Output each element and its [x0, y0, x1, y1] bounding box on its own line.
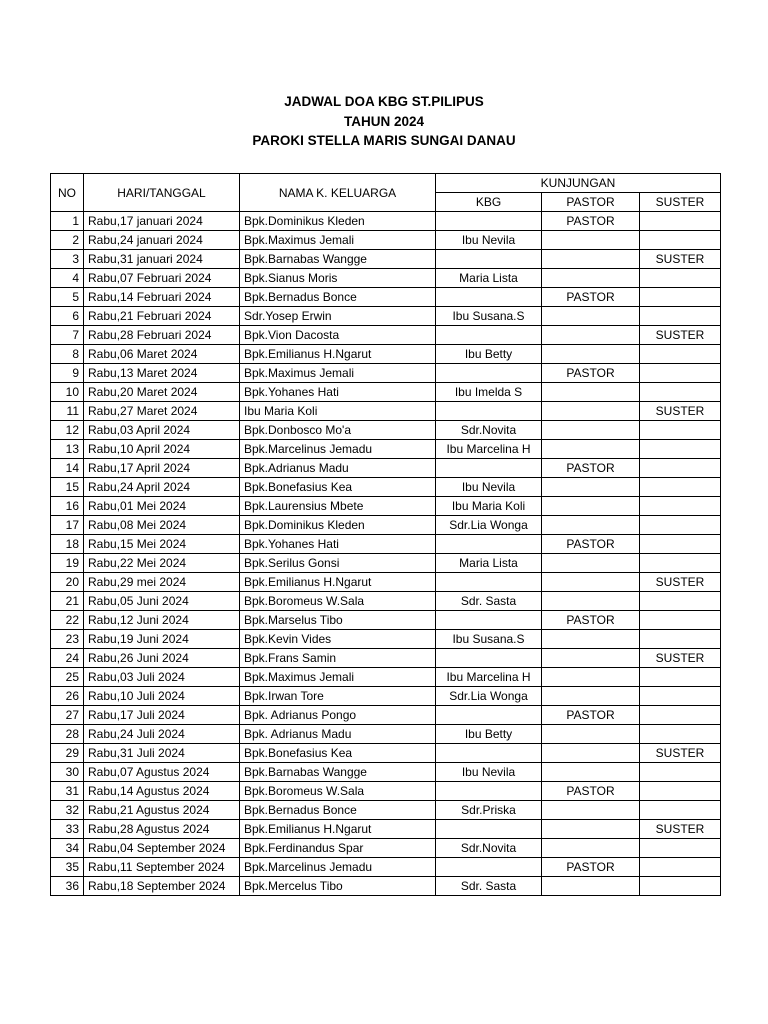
cell-family: Bpk.Barnabas Wangge — [240, 250, 436, 269]
cell-date: Rabu,14 Agustus 2024 — [84, 782, 240, 801]
cell-suster — [640, 687, 721, 706]
cell-kbg — [436, 744, 542, 763]
cell-pastor — [542, 421, 640, 440]
cell-date: Rabu,14 Februari 2024 — [84, 288, 240, 307]
cell-kbg — [436, 212, 542, 231]
cell-no: 26 — [51, 687, 84, 706]
cell-kbg: Ibu Maria Koli — [436, 497, 542, 516]
cell-pastor — [542, 630, 640, 649]
cell-kbg — [436, 535, 542, 554]
header-date: HARI/TANGGAL — [84, 174, 240, 212]
cell-family: Bpk.Kevin Vides — [240, 630, 436, 649]
cell-kbg: Sdr.Priska — [436, 801, 542, 820]
cell-pastor — [542, 592, 640, 611]
cell-pastor — [542, 725, 640, 744]
cell-pastor: PASTOR — [542, 364, 640, 383]
cell-no: 33 — [51, 820, 84, 839]
table-row — [51, 782, 721, 801]
cell-no: 32 — [51, 801, 84, 820]
cell-family: Bpk.Boromeus W.Sala — [240, 782, 436, 801]
cell-suster — [640, 554, 721, 573]
cell-no: 13 — [51, 440, 84, 459]
cell-kbg — [436, 288, 542, 307]
cell-kbg: Ibu Nevila — [436, 231, 542, 250]
cell-pastor — [542, 250, 640, 269]
cell-pastor — [542, 554, 640, 573]
cell-date: Rabu,18 September 2024 — [84, 877, 240, 896]
cell-family: Bpk.Marselus Tibo — [240, 611, 436, 630]
header-kbg: KBG — [436, 193, 542, 212]
table-row — [51, 421, 721, 440]
cell-pastor: PASTOR — [542, 858, 640, 877]
cell-suster — [640, 478, 721, 497]
cell-no: 7 — [51, 326, 84, 345]
cell-pastor — [542, 877, 640, 896]
document-title: JADWAL DOA KBG ST.PILIPUS — [284, 94, 484, 109]
cell-suster: SUSTER — [640, 744, 721, 763]
cell-family: Bpk.Maximus Jemali — [240, 231, 436, 250]
header-family: NAMA K. KELUARGA — [240, 174, 436, 212]
table-row — [51, 877, 721, 896]
cell-family: Bpk.Serilus Gonsi — [240, 554, 436, 573]
cell-no: 5 — [51, 288, 84, 307]
table-row — [51, 839, 721, 858]
cell-kbg: Ibu Betty — [436, 345, 542, 364]
cell-suster — [640, 269, 721, 288]
cell-date: Rabu,04 September 2024 — [84, 839, 240, 858]
table-row — [51, 630, 721, 649]
cell-family: Bpk.Barnabas Wangge — [240, 763, 436, 782]
cell-family: Bpk.Irwan Tore — [240, 687, 436, 706]
cell-suster — [640, 668, 721, 687]
cell-kbg: Ibu Marcelina H — [436, 668, 542, 687]
cell-family: Bpk.Boromeus W.Sala — [240, 592, 436, 611]
cell-pastor — [542, 402, 640, 421]
cell-family: Bpk.Yohanes Hati — [240, 383, 436, 402]
cell-family: Bpk. Adrianus Pongo — [240, 706, 436, 725]
cell-date: Rabu,05 Juni 2024 — [84, 592, 240, 611]
cell-no: 23 — [51, 630, 84, 649]
cell-suster — [640, 307, 721, 326]
cell-suster — [640, 516, 721, 535]
cell-suster — [640, 364, 721, 383]
cell-pastor — [542, 744, 640, 763]
cell-no: 3 — [51, 250, 84, 269]
cell-date: Rabu,06 Maret 2024 — [84, 345, 240, 364]
table-row — [51, 345, 721, 364]
cell-no: 4 — [51, 269, 84, 288]
cell-kbg — [436, 459, 542, 478]
cell-kbg: Sdr.Novita — [436, 839, 542, 858]
cell-no: 16 — [51, 497, 84, 516]
table-row — [51, 649, 721, 668]
cell-suster — [640, 630, 721, 649]
cell-no: 8 — [51, 345, 84, 364]
cell-kbg: Ibu Susana.S — [436, 307, 542, 326]
cell-pastor: PASTOR — [542, 212, 640, 231]
cell-family: Bpk.Emilianus H.Ngarut — [240, 345, 436, 364]
cell-kbg: Ibu Marcelina H — [436, 440, 542, 459]
cell-suster: SUSTER — [640, 649, 721, 668]
cell-no: 18 — [51, 535, 84, 554]
cell-pastor: PASTOR — [542, 706, 640, 725]
cell-pastor: PASTOR — [542, 459, 640, 478]
table-row — [51, 706, 721, 725]
cell-pastor — [542, 573, 640, 592]
cell-no: 12 — [51, 421, 84, 440]
table-row — [51, 516, 721, 535]
cell-no: 19 — [51, 554, 84, 573]
table-row — [51, 364, 721, 383]
cell-kbg: Ibu Nevila — [436, 763, 542, 782]
cell-kbg — [436, 573, 542, 592]
cell-suster — [640, 592, 721, 611]
cell-suster: SUSTER — [640, 402, 721, 421]
table-row — [51, 383, 721, 402]
cell-date: Rabu,03 Juli 2024 — [84, 668, 240, 687]
cell-suster — [640, 212, 721, 231]
cell-date: Rabu,28 Februari 2024 — [84, 326, 240, 345]
cell-no: 22 — [51, 611, 84, 630]
cell-family: Bpk.Emilianus H.Ngarut — [240, 820, 436, 839]
cell-date: Rabu,07 Februari 2024 — [84, 269, 240, 288]
table-row — [51, 459, 721, 478]
cell-family: Ibu Maria Koli — [240, 402, 436, 421]
cell-suster — [640, 383, 721, 402]
cell-family: Bpk.Donbosco Mo'a — [240, 421, 436, 440]
cell-pastor — [542, 839, 640, 858]
cell-family: Bpk.Ferdinandus Spar — [240, 839, 436, 858]
document-year: TAHUN 2024 — [343, 113, 425, 129]
cell-pastor — [542, 345, 640, 364]
cell-suster — [640, 535, 721, 554]
table-row — [51, 687, 721, 706]
cell-pastor — [542, 687, 640, 706]
cell-kbg — [436, 782, 542, 801]
cell-kbg: Maria Lista — [436, 554, 542, 573]
cell-pastor — [542, 231, 640, 250]
cell-date: Rabu,31 Juli 2024 — [84, 744, 240, 763]
header-suster: SUSTER — [640, 193, 721, 212]
cell-pastor — [542, 649, 640, 668]
cell-no: 24 — [51, 649, 84, 668]
cell-date: Rabu,24 Juli 2024 — [84, 725, 240, 744]
table-row — [51, 763, 721, 782]
cell-suster — [640, 725, 721, 744]
cell-suster: SUSTER — [640, 820, 721, 839]
cell-no: 20 — [51, 573, 84, 592]
cell-no: 9 — [51, 364, 84, 383]
cell-family: Bpk.Vion Dacosta — [240, 326, 436, 345]
cell-pastor — [542, 668, 640, 687]
cell-pastor — [542, 478, 640, 497]
cell-no: 1 — [51, 212, 84, 231]
cell-pastor — [542, 516, 640, 535]
cell-pastor — [542, 763, 640, 782]
cell-suster — [640, 459, 721, 478]
cell-pastor — [542, 383, 640, 402]
cell-pastor — [542, 497, 640, 516]
table-row — [51, 858, 721, 877]
cell-date: Rabu,20 Maret 2024 — [84, 383, 240, 402]
cell-suster — [640, 231, 721, 250]
cell-kbg: Ibu Imelda S — [436, 383, 542, 402]
table-row — [51, 250, 721, 269]
header-pastor: PASTOR — [542, 193, 640, 212]
cell-kbg: Ibu Betty — [436, 725, 542, 744]
table-row — [51, 307, 721, 326]
cell-suster — [640, 839, 721, 858]
cell-suster — [640, 858, 721, 877]
cell-pastor — [542, 440, 640, 459]
cell-kbg: Ibu Nevila — [436, 478, 542, 497]
cell-date: Rabu,24 januari 2024 — [84, 231, 240, 250]
cell-family: Bpk.Maximus Jemali — [240, 364, 436, 383]
cell-family: Bpk.Marcelinus Jemadu — [240, 440, 436, 459]
cell-date: Rabu,29 mei 2024 — [84, 573, 240, 592]
cell-pastor — [542, 307, 640, 326]
cell-date: Rabu,12 Juni 2024 — [84, 611, 240, 630]
document-title-block — [0, 92, 768, 151]
cell-family: Bpk.Yohanes Hati — [240, 535, 436, 554]
table-row — [51, 231, 721, 250]
cell-suster — [640, 497, 721, 516]
table-row — [51, 535, 721, 554]
cell-kbg — [436, 250, 542, 269]
cell-suster — [640, 877, 721, 896]
cell-no: 14 — [51, 459, 84, 478]
cell-kbg — [436, 820, 542, 839]
cell-no: 25 — [51, 668, 84, 687]
cell-kbg: Ibu Susana.S — [436, 630, 542, 649]
cell-date: Rabu,13 Maret 2024 — [84, 364, 240, 383]
cell-family: Bpk.Adrianus Madu — [240, 459, 436, 478]
cell-no: 36 — [51, 877, 84, 896]
cell-family: Bpk.Sianus Moris — [240, 269, 436, 288]
cell-suster — [640, 611, 721, 630]
cell-suster — [640, 801, 721, 820]
document-parish: PAROKI STELLA MARIS SUNGAI DANAU — [252, 133, 516, 148]
cell-date: Rabu,17 April 2024 — [84, 459, 240, 478]
table-row — [51, 326, 721, 345]
table-row — [51, 497, 721, 516]
cell-family: Bpk.Frans Samin — [240, 649, 436, 668]
cell-date: Rabu,28 Agustus 2024 — [84, 820, 240, 839]
cell-date: Rabu,21 Februari 2024 — [84, 307, 240, 326]
cell-family: Bpk.Bonefasius Kea — [240, 744, 436, 763]
table-row — [51, 554, 721, 573]
cell-suster — [640, 706, 721, 725]
cell-date: Rabu,26 Juni 2024 — [84, 649, 240, 668]
cell-suster: SUSTER — [640, 573, 721, 592]
cell-family: Bpk.Maximus Jemali — [240, 668, 436, 687]
cell-family: Bpk.Emilianus H.Ngarut — [240, 573, 436, 592]
cell-family: Bpk.Bernadus Bonce — [240, 288, 436, 307]
cell-no: 35 — [51, 858, 84, 877]
cell-pastor: PASTOR — [542, 535, 640, 554]
cell-no: 10 — [51, 383, 84, 402]
cell-suster — [640, 421, 721, 440]
cell-pastor — [542, 269, 640, 288]
table-body — [51, 212, 721, 896]
cell-date: Rabu,19 Juni 2024 — [84, 630, 240, 649]
cell-date: Rabu,08 Mei 2024 — [84, 516, 240, 535]
cell-kbg — [436, 326, 542, 345]
cell-pastor: PASTOR — [542, 782, 640, 801]
cell-kbg — [436, 706, 542, 725]
cell-suster — [640, 763, 721, 782]
cell-no: 21 — [51, 592, 84, 611]
table-row — [51, 269, 721, 288]
table-row — [51, 801, 721, 820]
cell-family: Bpk. Adrianus Madu — [240, 725, 436, 744]
table-row — [51, 212, 721, 231]
cell-suster — [640, 345, 721, 364]
table-row — [51, 478, 721, 497]
cell-pastor: PASTOR — [542, 288, 640, 307]
cell-kbg — [436, 649, 542, 668]
cell-pastor: PASTOR — [542, 611, 640, 630]
cell-kbg — [436, 611, 542, 630]
cell-kbg — [436, 364, 542, 383]
header-visit: KUNJUNGAN — [436, 174, 721, 193]
cell-no: 34 — [51, 839, 84, 858]
cell-pastor — [542, 820, 640, 839]
header-no: NO — [51, 174, 84, 212]
table-row — [51, 402, 721, 421]
cell-pastor — [542, 326, 640, 345]
cell-no: 29 — [51, 744, 84, 763]
cell-pastor — [542, 801, 640, 820]
cell-kbg: Sdr. Sasta — [436, 877, 542, 896]
cell-date: Rabu,15 Mei 2024 — [84, 535, 240, 554]
cell-kbg: Sdr.Lia Wonga — [436, 516, 542, 535]
table-row — [51, 668, 721, 687]
cell-date: Rabu,27 Maret 2024 — [84, 402, 240, 421]
cell-family: Bpk.Bernadus Bonce — [240, 801, 436, 820]
cell-no: 27 — [51, 706, 84, 725]
cell-no: 11 — [51, 402, 84, 421]
cell-date: Rabu,10 April 2024 — [84, 440, 240, 459]
cell-suster — [640, 288, 721, 307]
cell-date: Rabu,11 September 2024 — [84, 858, 240, 877]
cell-no: 31 — [51, 782, 84, 801]
table-row — [51, 573, 721, 592]
table-row — [51, 744, 721, 763]
cell-no: 30 — [51, 763, 84, 782]
cell-date: Rabu,17 Juli 2024 — [84, 706, 240, 725]
cell-date: Rabu,10 Juli 2024 — [84, 687, 240, 706]
cell-date: Rabu,01 Mei 2024 — [84, 497, 240, 516]
cell-date: Rabu,21 Agustus 2024 — [84, 801, 240, 820]
cell-date: Rabu,24 April 2024 — [84, 478, 240, 497]
cell-date: Rabu,03 April 2024 — [84, 421, 240, 440]
cell-family: Bpk.Marcelinus Jemadu — [240, 858, 436, 877]
cell-date: Rabu,17 januari 2024 — [84, 212, 240, 231]
prayer-schedule-table — [50, 173, 721, 896]
cell-date: Rabu,31 januari 2024 — [84, 250, 240, 269]
cell-kbg: Sdr.Novita — [436, 421, 542, 440]
cell-kbg: Sdr. Sasta — [436, 592, 542, 611]
cell-no: 17 — [51, 516, 84, 535]
cell-family: Sdr.Yosep Erwin — [240, 307, 436, 326]
cell-suster: SUSTER — [640, 326, 721, 345]
table-row — [51, 820, 721, 839]
cell-no: 15 — [51, 478, 84, 497]
table-row — [51, 611, 721, 630]
cell-kbg — [436, 402, 542, 421]
cell-date: Rabu,07 Agustus 2024 — [84, 763, 240, 782]
cell-suster — [640, 440, 721, 459]
table-header — [51, 174, 721, 212]
cell-family: Bpk.Dominikus Kleden — [240, 516, 436, 535]
cell-family: Bpk.Mercelus Tibo — [240, 877, 436, 896]
cell-suster — [640, 782, 721, 801]
cell-suster: SUSTER — [640, 250, 721, 269]
cell-family: Bpk.Laurensius Mbete — [240, 497, 436, 516]
cell-kbg — [436, 858, 542, 877]
cell-no: 28 — [51, 725, 84, 744]
table-row — [51, 592, 721, 611]
cell-no: 6 — [51, 307, 84, 326]
cell-family: Bpk.Dominikus Kleden — [240, 212, 436, 231]
cell-family: Bpk.Bonefasius Kea — [240, 478, 436, 497]
cell-kbg: Sdr.Lia Wonga — [436, 687, 542, 706]
cell-date: Rabu,22 Mei 2024 — [84, 554, 240, 573]
cell-no: 2 — [51, 231, 84, 250]
table-row — [51, 725, 721, 744]
table-row — [51, 288, 721, 307]
table-row — [51, 440, 721, 459]
cell-kbg: Maria Lista — [436, 269, 542, 288]
